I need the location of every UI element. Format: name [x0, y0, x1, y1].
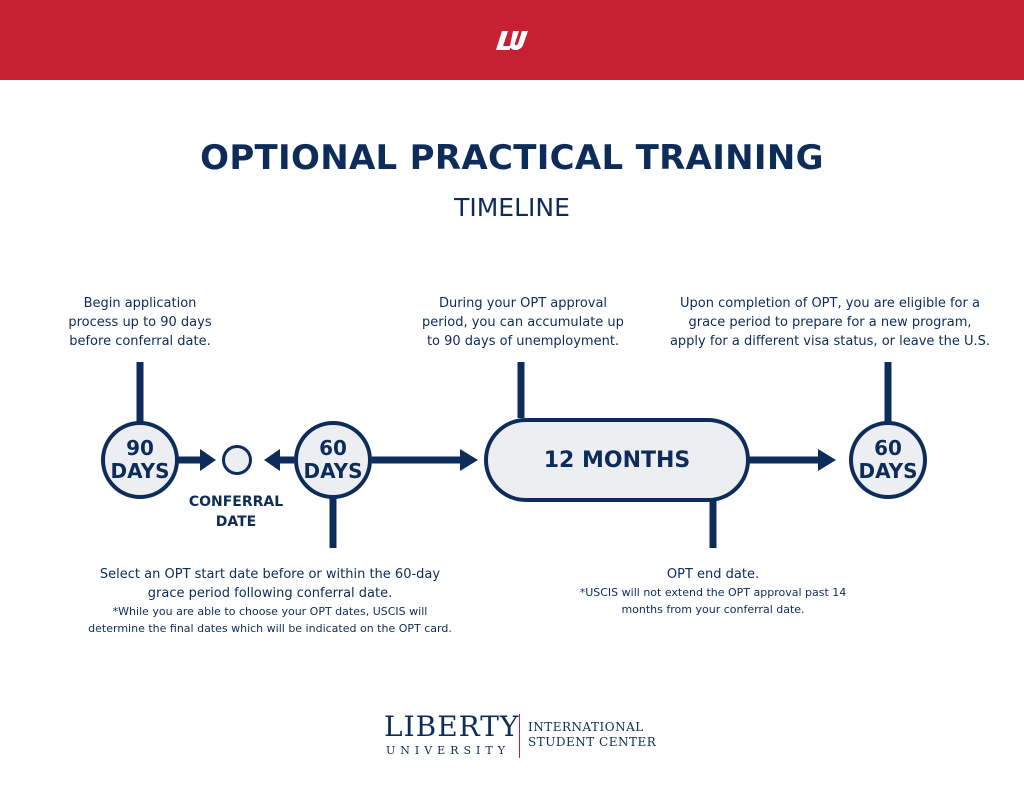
note-opt-end-date: OPT end date. *USCIS will not extend the OPT approval past 14 months from your conferral date.: [572, 565, 854, 618]
note-end-fine-print: *USCIS will not extend the OPT approval past 14 months from your conferral date.: [579, 586, 847, 616]
conferral-date-label: CONFERRAL DATE: [188, 494, 284, 530]
center-name-line2: STUDENT CENTER: [528, 735, 657, 749]
arrow-sixty-to-months: [372, 449, 478, 471]
node-sixty-days-before: 60 DAYS: [294, 421, 372, 499]
note-select-fine-print: *While you are able to choose your OPT dates, USCIS will determine the final dates which will be indicated on the OPT card.: [88, 605, 452, 635]
arrow-sixty-to-conferral: [264, 449, 294, 471]
page-subtitle: TIMELINE: [454, 193, 570, 222]
node-twelve-months: 12 MONTHS: [484, 418, 750, 502]
node-conferral-date: [222, 445, 252, 475]
note-select-start-date: Select an OPT start date before or within the 60-day grace period following conferral date. *While you are able to choose your OPT dates, USCIS will determine the final dates which will be indicated on the OPT card.: [80, 565, 460, 637]
note-completion-grace: Upon completion of OPT, you are eligible for a grace period to prepare for a new program, apply for a different visa status, or leave the U.S.: [669, 296, 991, 349]
note-approval-period: During your OPT approval period, you can accumulate up to 90 days of unemployment.: [422, 296, 624, 349]
note-begin-application: Begin application process up to 90 days before conferral date.: [68, 296, 212, 349]
node-ninety-days: 90 DAYS: [101, 421, 179, 499]
liberty-wordmark: LIBERTY: [384, 710, 520, 743]
page-title: OPTIONAL PRACTICAL TRAINING: [200, 138, 824, 178]
arrow-ninety-to-conferral: [178, 449, 216, 471]
footer-logo: [384, 710, 664, 760]
node-sixty-days-after: 60 DAYS: [849, 421, 927, 499]
university-wordmark: UNIVERSITY: [386, 744, 510, 757]
arrow-months-to-sixty: [746, 449, 836, 471]
center-name-line1: INTERNATIONAL: [528, 720, 644, 734]
footer-divider: [519, 714, 520, 758]
